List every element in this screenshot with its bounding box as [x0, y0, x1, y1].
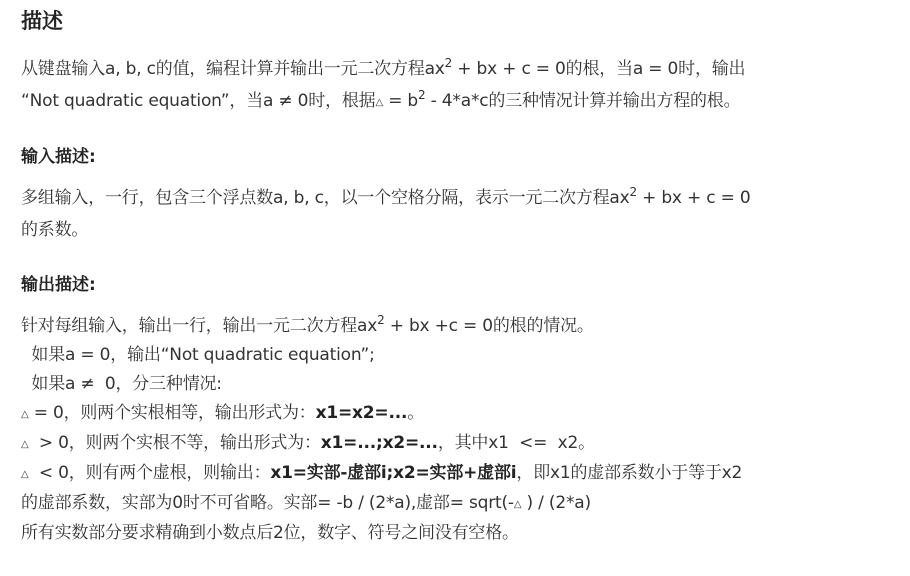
superscript: 2: [444, 56, 453, 70]
superscript: 2: [418, 88, 426, 102]
superscript: 2: [629, 185, 637, 199]
delta-symbol: △: [21, 409, 29, 420]
input-paragraph: [21, 182, 900, 246]
format-equal-roots: x1=x2=...: [315, 403, 408, 423]
description-heading: 描述: [21, 9, 63, 33]
output-heading: 输出描述:: [21, 275, 96, 295]
output-line-2: 如果a = 0，输出“Not quadratic equation”;: [21, 345, 375, 365]
description-line-1: 从键盘输入a, b, c的值，编程计算并输出一元二次方程$ax^2$ + bx + c = 0的根，当a = 0时，输出: [21, 56, 746, 79]
input-line-1: 多组输入，一行，包含三个浮点数a, b, c，以一个空格分隔，表示一元二次方程$ax^2$ + bx + c = 0: [21, 185, 751, 208]
format-distinct-roots: x1=...;x2=...: [320, 433, 438, 453]
format-complex-roots: x1=实部-虚部i;x2=实部+虚部i: [270, 463, 517, 483]
output-line-5: △ > 0，则两个实根不等，输出形式为：x1=...;x2=...，其中x1 <= x2。: [21, 433, 595, 453]
input-heading: 输入描述:: [21, 147, 96, 167]
output-line-1: 针对每组输入，输出一行，输出一元二次方程$ax^2$ + bx +c = 0的根的情况。: [21, 313, 594, 336]
output-line-8: 所有实数部分要求精确到小数点后2位，数字、符号之间没有空格。: [21, 523, 519, 543]
description-line-2: “Not quadratic equation”，当a ≠ 0时，根据△ = $b^2 - 4*a*c$的三种情况计算并输出方程的根。: [21, 88, 741, 111]
superscript: 2: [377, 313, 385, 327]
output-paragraph: [21, 312, 900, 548]
delta-symbol: △: [513, 499, 522, 510]
delta-symbol: △: [21, 469, 29, 480]
delta-symbol: △: [21, 439, 29, 450]
input-line-2: 的系数。: [21, 220, 89, 240]
output-line-7: 的虚部系数，实部为0时不可省略。实部= -b / (2*a),虚部= sqrt(-△ ) / (2*a): [21, 493, 591, 513]
delta-symbol: △: [375, 97, 383, 108]
output-line-6: △ < 0，则有两个虚根，则输出：x1=实部-虚部i;x2=实部+虚部i，即x1的虚部系数小于等于x2: [21, 463, 743, 483]
output-line-4: △ = 0，则两个实根相等，输出形式为：x1=x2=...。: [21, 403, 425, 423]
description-paragraph: [21, 53, 900, 119]
output-line-3: 如果a ≠ 0，分三种情况:: [21, 374, 222, 394]
